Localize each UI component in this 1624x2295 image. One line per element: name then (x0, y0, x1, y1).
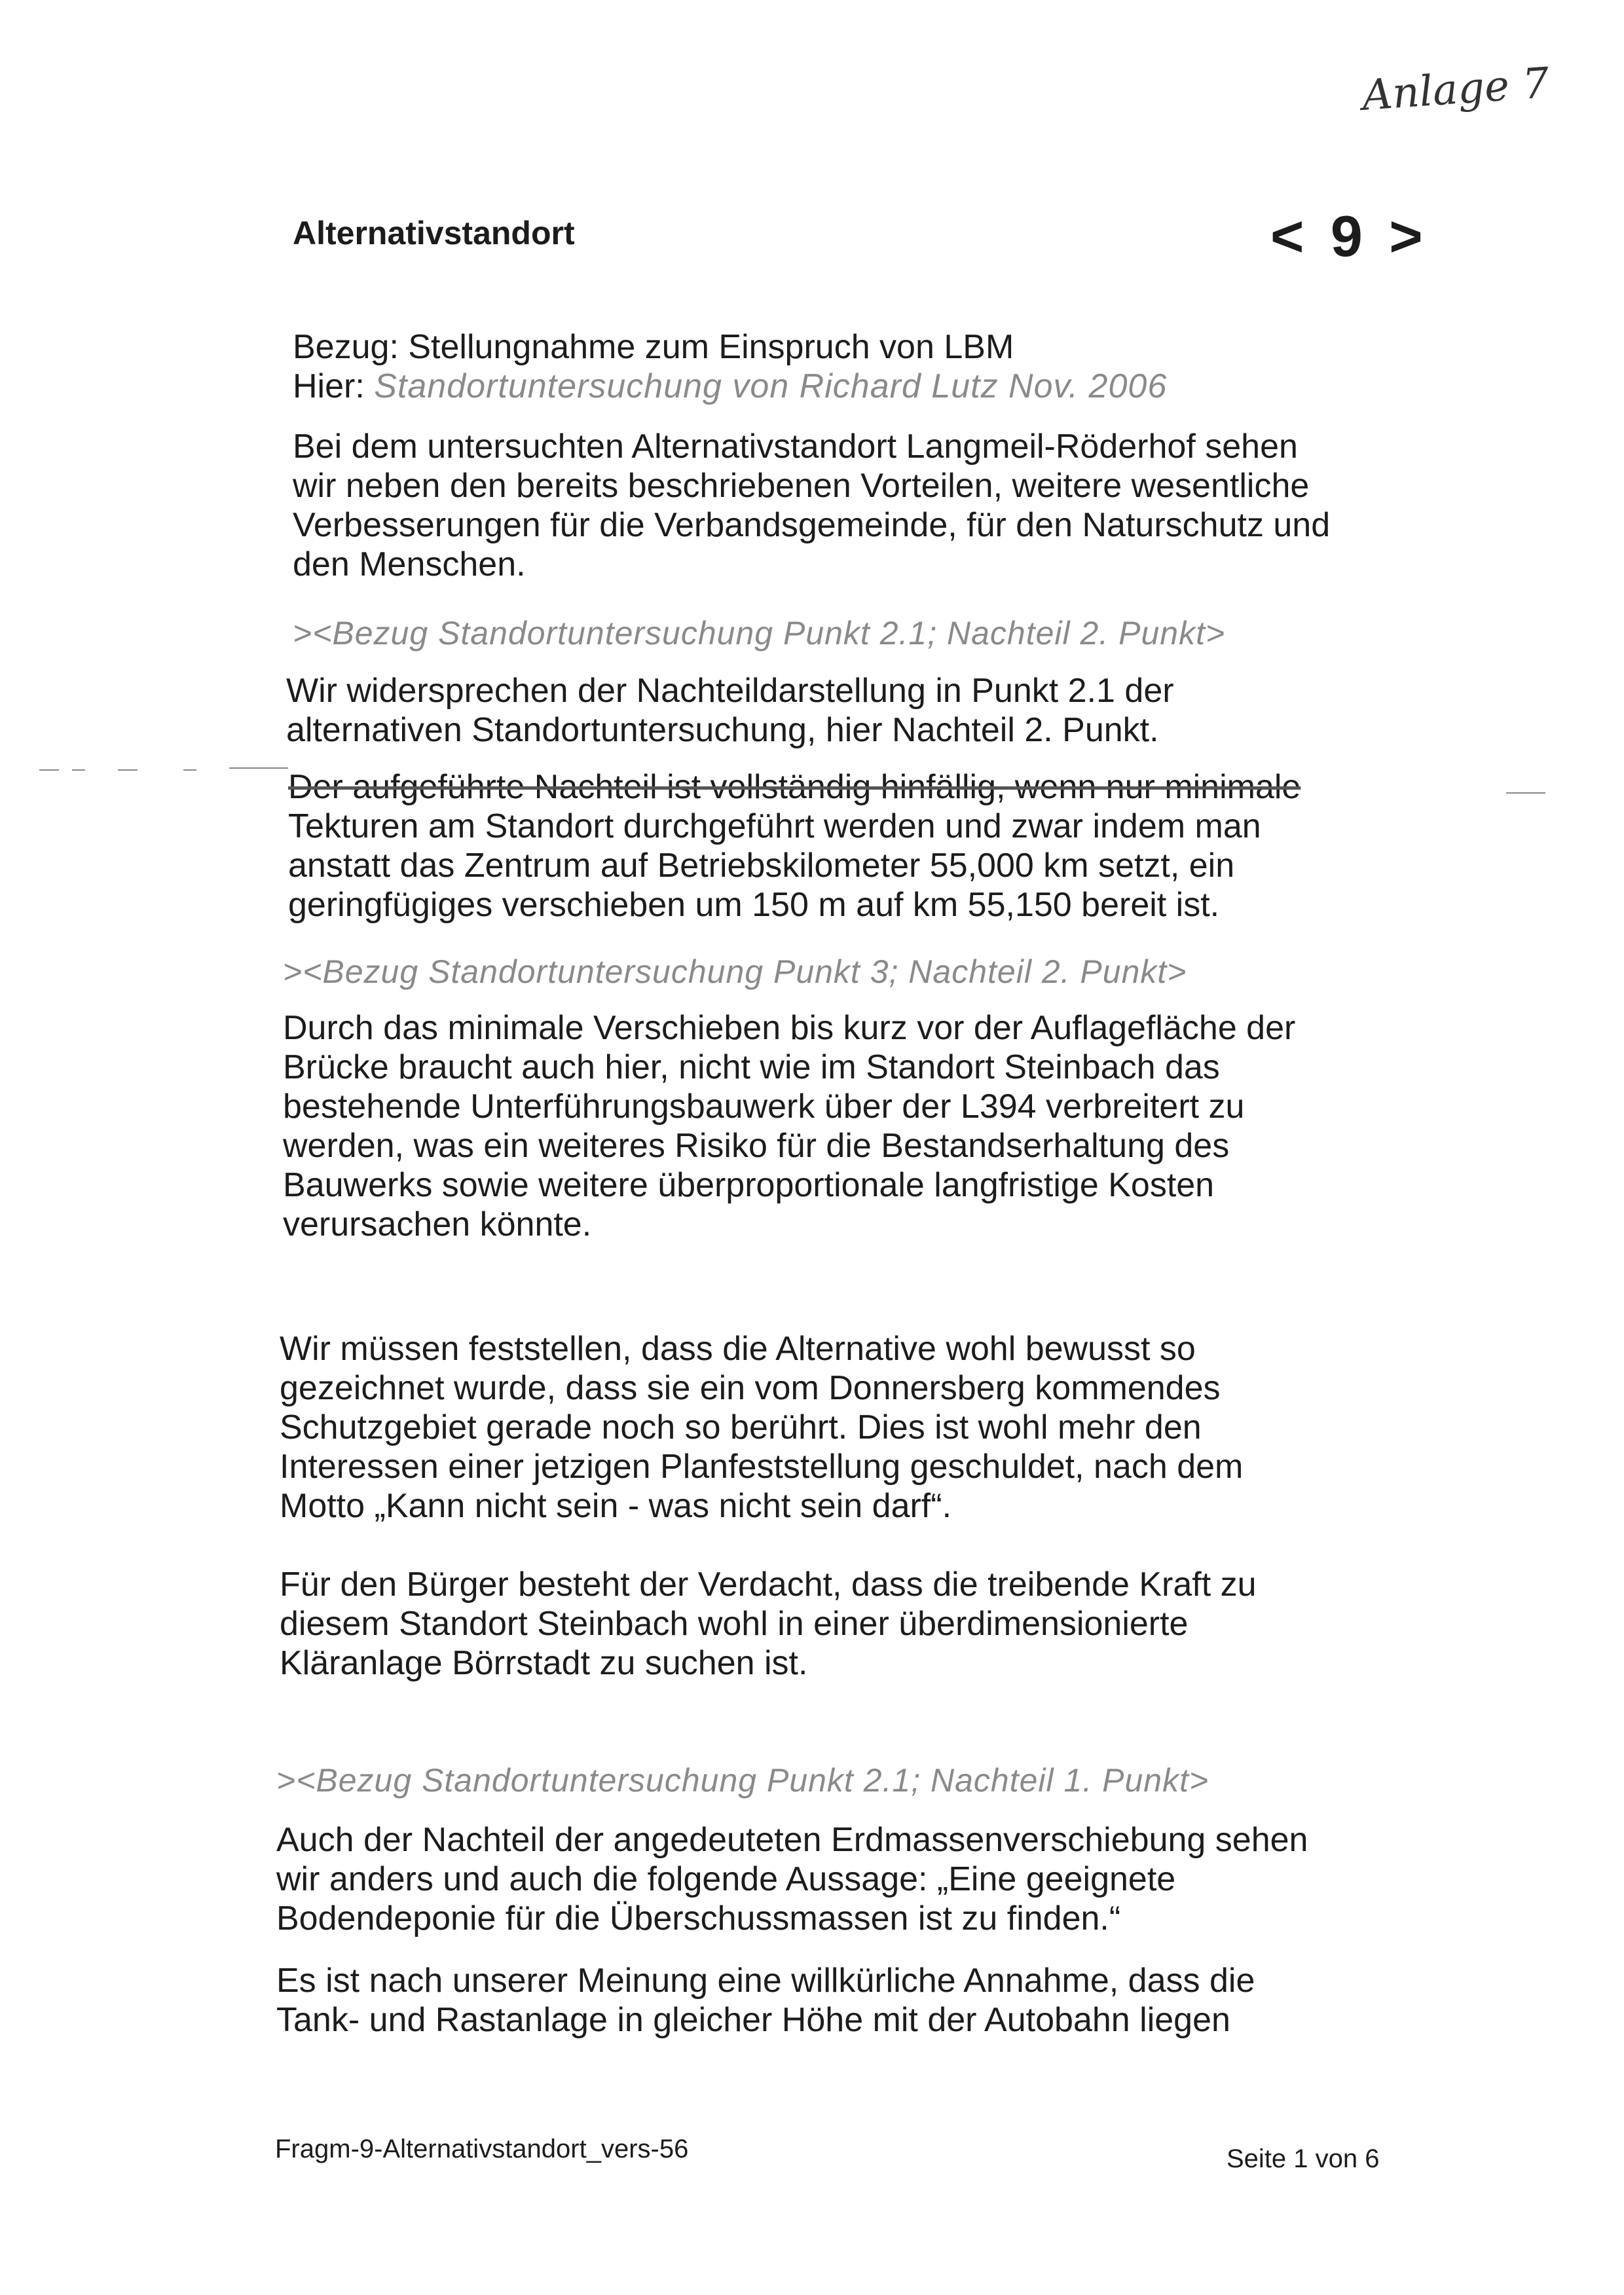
handwritten-annotation: Anlage 7 (1360, 59, 1551, 120)
scan-mark (72, 769, 85, 771)
paragraph-3 (288, 767, 1301, 925)
paragraph-7 (276, 1820, 1308, 1938)
text-line: Bauwerks sowie weitere überproportionale langfristige Kosten (283, 1166, 1215, 1204)
paragraph-4 (283, 1008, 1295, 1244)
page-marker: < 9 > (1270, 204, 1428, 268)
text-line: wir anders und auch die folgende Aussage: „Eine geeignete (276, 1860, 1176, 1898)
text-line: Tekturen am Standort durchgeführt werden und zwar indem man (288, 807, 1261, 845)
text-line: Motto „Kann nicht sein - was nicht sein darf“. (280, 1487, 952, 1525)
text-line: Wir widersprechen der Nachteildarstellung in Punkt 2.1 der (286, 672, 1174, 710)
text-line: den Menschen. (293, 545, 526, 583)
reference-note-2: ><Bezug Standortuntersuchung Punkt 3; Nachteil 2. Punkt> (283, 953, 1187, 990)
text-line: wir neben den bereits beschriebenen Vorteilen, weitere wesentliche (293, 467, 1310, 505)
document-title: Alternativstandort (293, 215, 575, 251)
text-line: Kläranlage Börrstadt zu suchen ist. (280, 1644, 808, 1682)
text-line: Durch das minimale Verschieben bis kurz vor der Auflagefläche der (283, 1009, 1296, 1047)
reference-line: Bezug: Stellungnahme zum Einspruch von LBM (293, 328, 1014, 366)
reference-study: Standortuntersuchung von Richard Lutz Nov. 2006 (374, 367, 1168, 405)
footer-filename: Fragm-9-Alternativstandort_vers-56 (275, 2135, 689, 2163)
footer-page-number: Seite 1 von 6 (1227, 2144, 1380, 2173)
text-line: Wir müssen feststellen, dass die Alternative wohl bewusst so (280, 1330, 1196, 1368)
text-line: Bei dem untersuchten Alternativstandort Langmeil-Röderhof sehen (293, 428, 1298, 466)
text-line: Es ist nach unserer Meinung eine willkürliche Annahme, dass die (276, 1962, 1255, 2000)
paragraph-5 (280, 1329, 1243, 1526)
text-line: anstatt das Zentrum auf Betriebskilometer 55,000 km setzt, ein (288, 847, 1235, 885)
text-line: werden, was ein weiteres Risiko für die Bestandserhaltung des (283, 1127, 1230, 1165)
scan-mark (39, 769, 59, 771)
text-line: bestehende Unterführungsbauwerk über der L394 verbreitert zu (283, 1088, 1245, 1126)
scan-mark (1506, 792, 1545, 794)
text-line: verursachen könnte. (283, 1205, 592, 1243)
text-line: Tank- und Rastanlage in gleicher Höhe mit der Autobahn liegen (276, 2001, 1230, 2039)
text-line: Auch der Nachteil der angedeuteten Erdmassenverschiebung sehen (276, 1821, 1308, 1859)
text-line: geringfügiges verschieben um 150 m auf km 55,150 bereit ist. (288, 886, 1220, 924)
text-line: Brücke braucht auch hier, nicht wie im Standort Steinbach das (283, 1048, 1220, 1086)
reference-here-label: Hier: (293, 367, 375, 405)
text-line: Interessen einer jetzigen Planfeststellung geschuldet, nach dem (280, 1448, 1244, 1486)
text-line: Bodendeponie für die Überschussmassen ist zu finden.“ (276, 1900, 1121, 1937)
scan-mark (229, 767, 288, 769)
reference-note-3: ><Bezug Standortuntersuchung Punkt 2.1; Nachteil 1. Punkt> (276, 1762, 1209, 1799)
scan-mark (118, 769, 138, 771)
text-line: Schutzgebiet gerade noch so berührt. Dies ist wohl mehr den (280, 1408, 1202, 1446)
paragraph-6 (280, 1565, 1257, 1683)
paragraph-8 (276, 1961, 1255, 2040)
reference-note-1: ><Bezug Standortuntersuchung Punkt 2.1; Nachteil 2. Punkt> (293, 615, 1226, 652)
text-line: Verbesserungen für die Verbandsgemeinde, für den Naturschutz und (293, 506, 1331, 544)
text-line: diesem Standort Steinbach wohl in einer überdimensionierte (280, 1605, 1189, 1643)
reference-here (293, 367, 1167, 406)
text-line: Der aufgeführte Nachteil ist vollständig hinfällig, wenn nur minimale (288, 768, 1301, 806)
text-line: gezeichnet wurde, dass sie ein vom Donnersberg kommendes (280, 1369, 1221, 1407)
paragraph-2 (286, 671, 1174, 750)
scan-mark (183, 769, 196, 771)
paragraph-1 (293, 427, 1330, 584)
text-line: Für den Bürger besteht der Verdacht, dass die treibende Kraft zu (280, 1566, 1257, 1604)
text-line: alternativen Standortuntersuchung, hier Nachteil 2. Punkt. (286, 711, 1159, 749)
